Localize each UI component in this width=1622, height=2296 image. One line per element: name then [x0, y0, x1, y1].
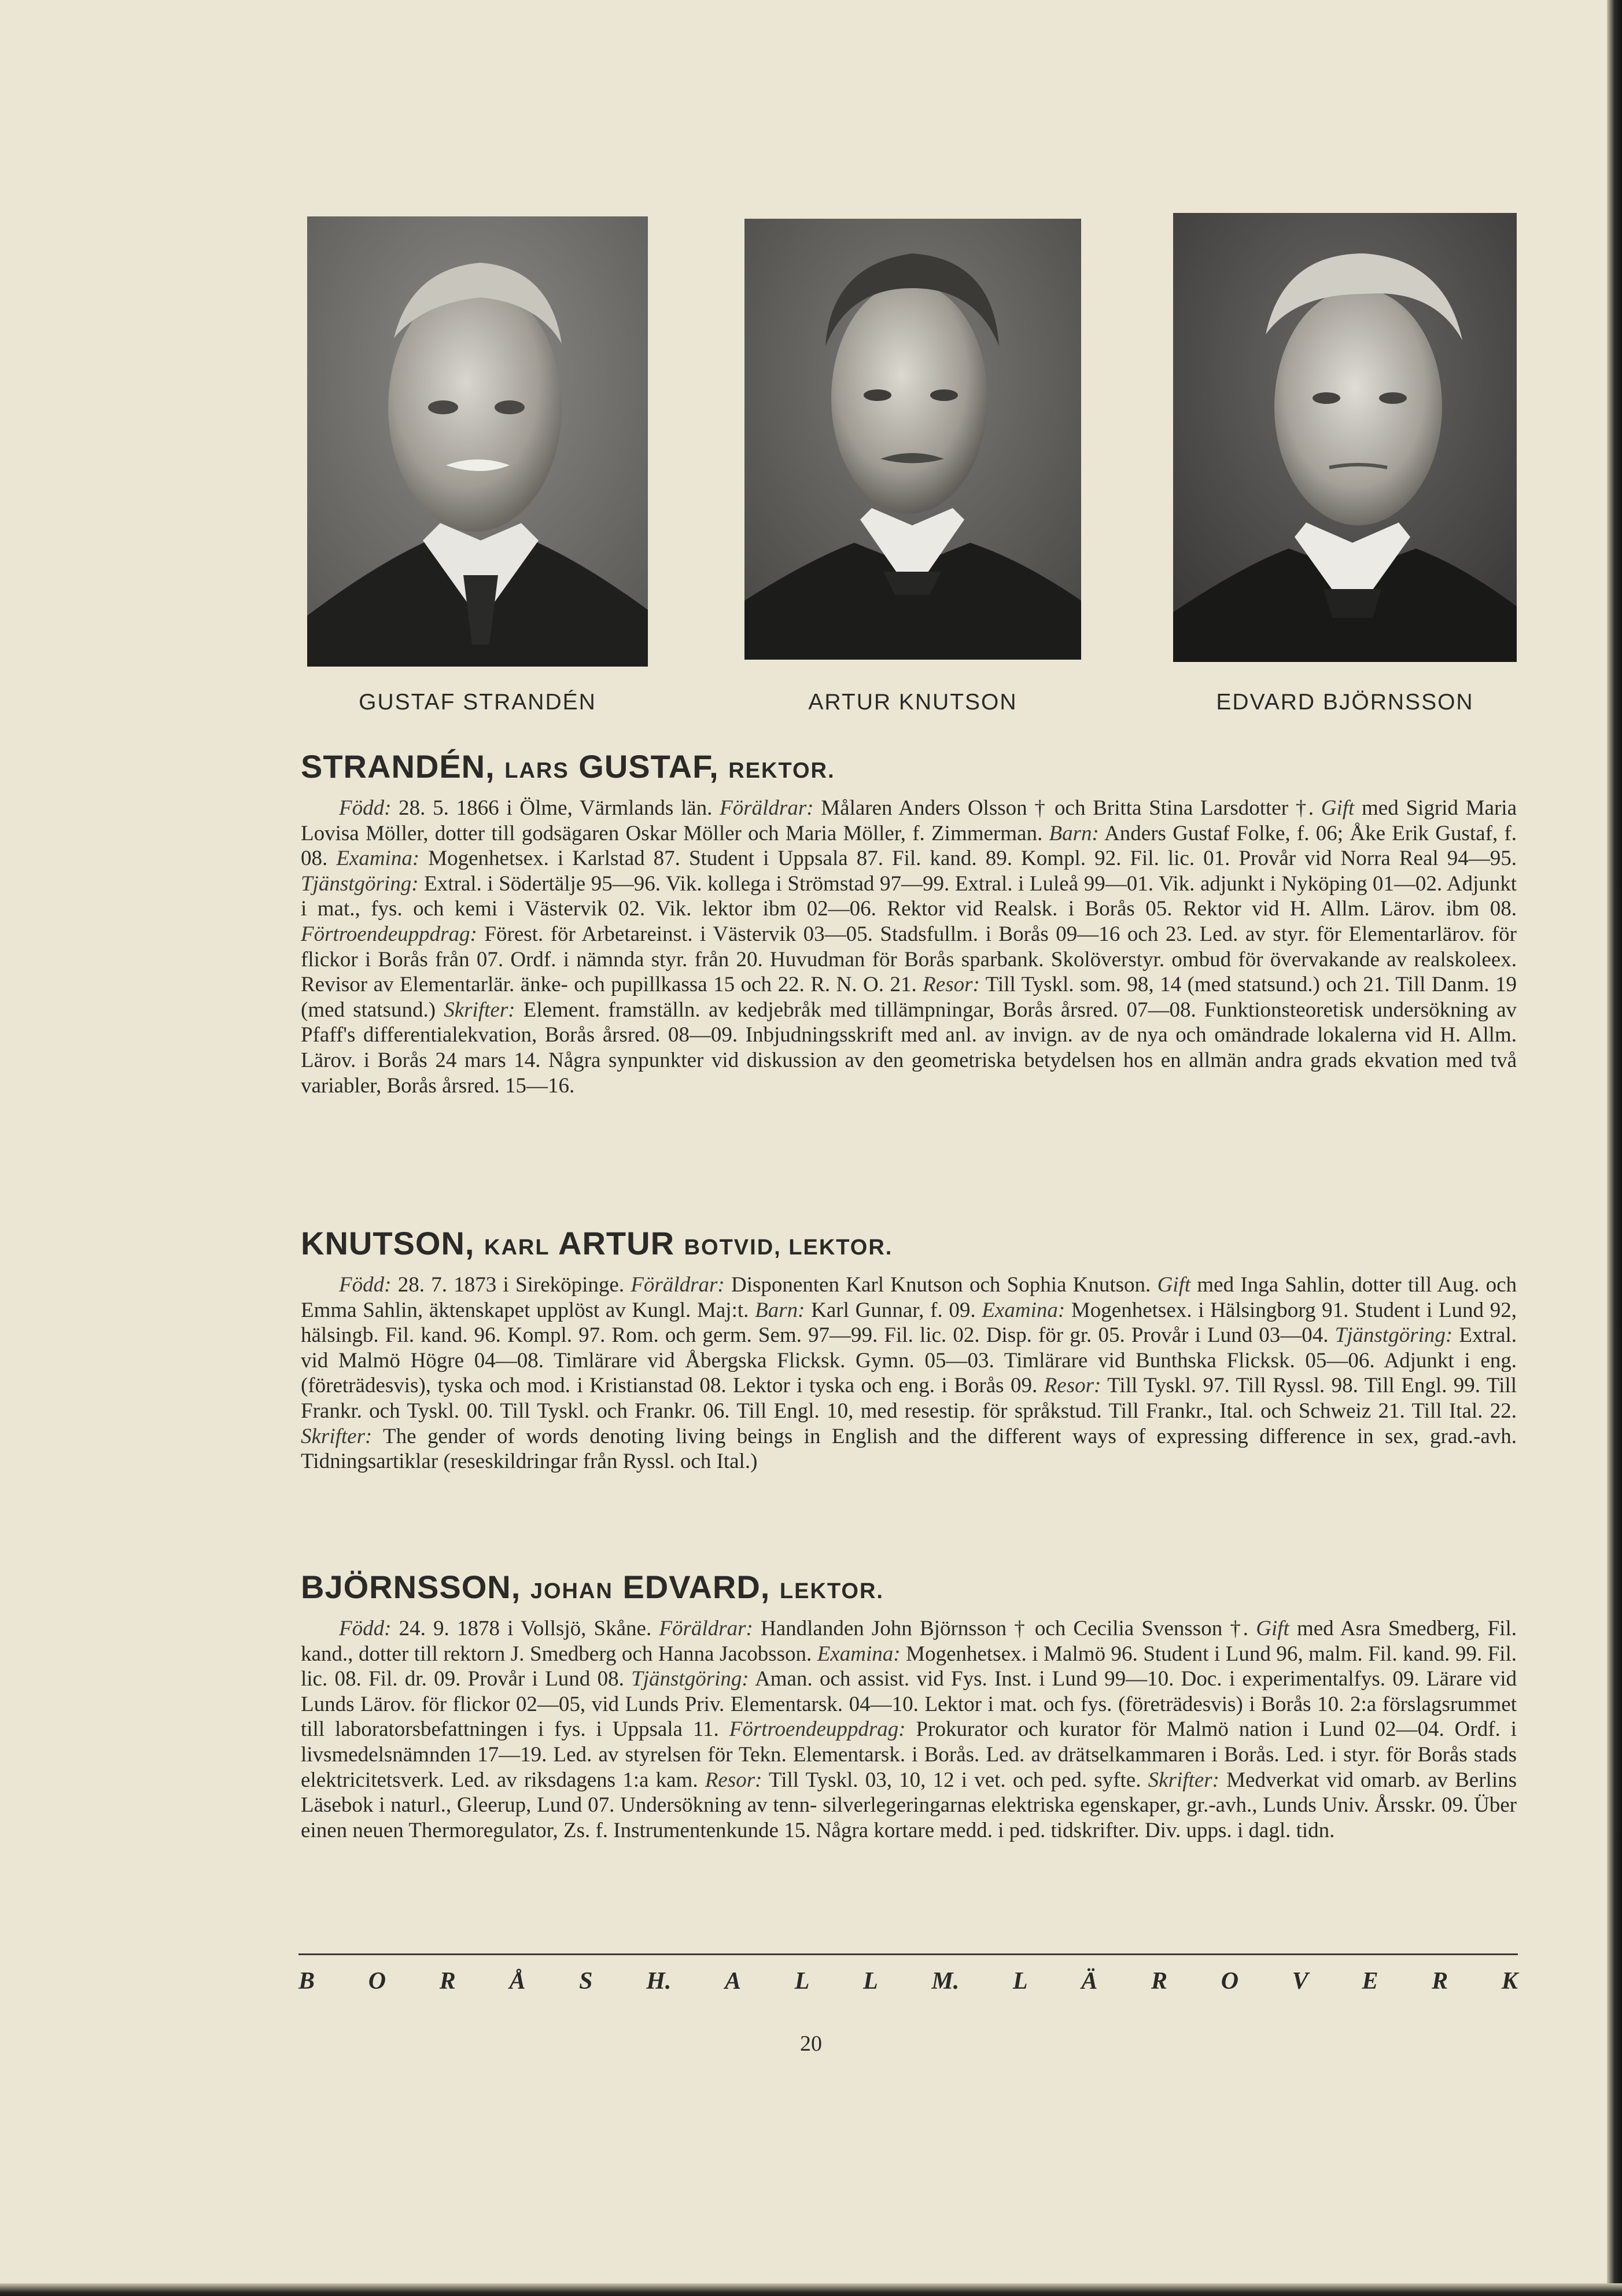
field-text: Förest. för Arbetareinst. i Västervik 03—05. Stadsfullm. i Borås 09—16 och 23. Led. av styr. för Elementarlärov. för flickor i Borås från 07. Ordf. i nämnda styr. från 20. Huvudman för Borås sparbank. Skolöverstyr. ombud för övervakande av realskoleex. Revisor av Elementarlär. änke- och pupillkassa 15 och 22. R. N. O. 21. [301, 922, 1517, 997]
given-name: ARTUR [558, 1225, 675, 1261]
field-text: Målaren Anders Olsson † och Britta Stina Larsdotter †. [813, 796, 1321, 820]
field-text: 24. 9. 1878 i Vollsjö, Skåne. [391, 1617, 659, 1640]
footer-letter: Ä [1081, 1968, 1098, 1995]
given-name: JOHAN [530, 1579, 613, 1603]
field-text: 28. 5. 1866 i Ölme, Värmlands län. [391, 796, 720, 820]
field-label: Född: [339, 1617, 392, 1640]
portrait-gustaf-stranden [307, 216, 648, 667]
given-name: LARS [504, 759, 569, 783]
field-label: Resor: [923, 973, 980, 997]
field-label: Gift [1321, 796, 1355, 820]
field-text: Prokurator och kurator för Malmö nation i Lund 02—04. Ordf. i livsmedelsnämnden 17—19. Led. av styrelsen för Tekn. Elementarsk. i Borås. Led. av drätselkammaren i Borås. Led. i styr. för Borås stads elektricitetsverk. Led. av riksdagens 1:a kam. [301, 1717, 1517, 1792]
portrait-edvard-bjornsson [1173, 213, 1517, 662]
field-label: Tjänstgöring: [301, 871, 419, 896]
field-label: Examina: [336, 847, 420, 871]
portrait-artur-knutson [744, 219, 1081, 660]
given-name: GUSTAF, [578, 748, 719, 785]
field-text: Extral. i Södertälje 95—96. Vik. kollega i Strömstad 97—99. Extral. i Luleå 99—01. Vik. adjunkt i Nyköping 01—02. Adjunkt i mat., fys. och kemi i Västervik 02. Vik. lektor ibm 02—06. Rektor vid Realsk. i Borås 05. Rektor vid H. Allm. Lärov. ibm 08. [301, 871, 1517, 921]
title: LEKTOR. [779, 1579, 884, 1603]
field-text: med Sigrid Maria Lovisa Möller, dotter till godsägaren Oskar Möller och Maria Möller, f. Zimmerman. [301, 796, 1517, 845]
footer-letter: L [863, 1968, 878, 1995]
portrait-caption: EDVARD BJÖRNSSON [1216, 690, 1474, 715]
field-text: med Asra Smedberg, Fil. kand., dotter till rektorn J. Smedberg och Hanna Jacobsson. [301, 1617, 1517, 1666]
field-label: Född: [339, 1273, 392, 1297]
field-label: Skrifter: [301, 1424, 373, 1448]
footer-letter: L [794, 1968, 810, 1995]
field-text: The gender of words denoting living beings in English and the different ways of expressing difference in sex, grad.-avh. Tidningsartiklar (reseskildringar från Ryssl. och Ital.) [301, 1424, 1517, 1474]
field-text: Handlanden John Björnsson † och Cecilia Svensson †. [753, 1617, 1256, 1640]
page-number: 20 [800, 2032, 822, 2056]
footer-letter: R [1151, 1968, 1168, 1995]
field-text: Mogenhetsex. i Malmö 96. Student i Lund 96, malm. Fil. kand. 99. Fil. lic. 08. Fil. dr. 09. Provår i Lund 08. [301, 1642, 1517, 1691]
field-text: Extral. vid Malmö Högre 04—08. Timlärare vid Åbergska Flicksk. Gymn. 05—03. Timlärare vid Bunthska Flicksk. 05—06. Adjunkt i eng. (företrädesvis), tyska och mod. i Kristianstad 08. Lektor i tyska och eng. i Borås 09. [301, 1323, 1517, 1398]
field-text: Element. framställn. av kedjebråk med tillämpningar, Borås årsred. 07—08. Funktionsteoretisk undersökning av Pfaff's differentialekvation, Borås årsred. 08—09. Inbjudningsskrift med anl. av invign. av de nya och omändrade lokalerna vid H. Allm. Lärov. i Borås 24 mars 14. Några synpunkter vid diskussion av den geometriska betydelsen hos en allmän andra grads ekvation med två variabler, Borås årsred. 15—16. [301, 998, 1517, 1098]
footer-letter: R [439, 1968, 456, 1995]
footer-letter: Å [509, 1968, 526, 1995]
footer-letter: R [1432, 1968, 1448, 1995]
biography-text [301, 796, 1517, 1098]
biography-text [301, 1272, 1517, 1474]
field-label: Examina: [817, 1642, 901, 1666]
footer-letter: B [298, 1968, 315, 1995]
field-label: Skrifter: [1148, 1768, 1219, 1792]
field-text: 28. 7. 1873 i Sireköpinge. [391, 1273, 631, 1297]
field-text: Aman. och assist. vid Fys. Inst. i Lund 99—10. Doc. i experimentalfys. 09. Lärare vid Lunds Lärov. för flickor 02—05, vid Lunds Priv. Elementarsk. 04—10. Lektor i mat. och fys. (företrädesvis) i Borås 10. 2:a förslagsrummet till laboratorsbefattningen i fys. i Uppsala 11. [301, 1667, 1517, 1742]
field-label: Gift [1157, 1273, 1191, 1297]
given-name: KARL [484, 1235, 550, 1260]
biography-heading [301, 1223, 1517, 1268]
field-label: Resor: [705, 1768, 762, 1792]
field-label: Föräldrar: [631, 1273, 725, 1297]
field-label: Tjänstgöring: [631, 1667, 749, 1691]
biography-entry [301, 1223, 1517, 1474]
footer-letter: L [1012, 1968, 1028, 1995]
page-edge-shadow [1607, 0, 1622, 2296]
field-label: Skrifter: [444, 998, 515, 1022]
field-label: Barn: [1049, 821, 1099, 845]
title: REKTOR. [728, 759, 835, 783]
footer-letter: M. [931, 1968, 960, 1995]
field-text: Till Tyskl. 03, 10, 12 i vet. och ped. syfte. [762, 1768, 1148, 1792]
biography-heading [301, 1567, 1517, 1611]
biography-entry [301, 746, 1517, 1098]
footer-letter: V [1292, 1968, 1308, 1995]
page-edge-shadow [0, 2283, 1622, 2296]
field-text: Medverkat vid omarb. av Berlins Läsebok i naturl., Gleerup, Lund 07. Undersökning av tenn- silverlegeringarnas elektriska egenskaper, gr.-avh., Lunds Univ. Årsskr. 09. Über einen neuen Thermoregulator, Zs. f. Instrumentenkunde 15. Några kortare medd. i ped. tidskrifter. Div. upps. i dagl. tidn. [301, 1768, 1517, 1842]
footer-letter: H. [646, 1968, 672, 1995]
field-label: Barn: [755, 1298, 805, 1322]
field-label: Född: [339, 796, 392, 820]
footer-letter: K [1501, 1968, 1518, 1995]
portrait-caption: GUSTAF STRANDÉN [359, 690, 596, 715]
running-footer [298, 1967, 1518, 1995]
portrait-caption: ARTUR KNUTSON [808, 690, 1018, 715]
field-label: Förtroendeuppdrag: [729, 1717, 906, 1742]
field-text: Mogenhetsex. i Hälsingborg 91. Student i Lund 92, hälsingb. Fil. kand. 96. Kompl. 97. Rom. och germ. Sem. 97—99. Fil. lic. 02. Disp. för gr. 05. Provår i Lund 03—04. [301, 1298, 1517, 1348]
field-label: Gift [1256, 1617, 1289, 1640]
surname: BJÖRNSSON, [301, 1569, 521, 1605]
footer-letter: S [579, 1968, 593, 1995]
field-label: Förtroendeuppdrag: [301, 922, 477, 946]
field-label: Resor: [1044, 1374, 1101, 1398]
field-text: Karl Gunnar, f. 09. [805, 1298, 982, 1322]
portrait-photo [744, 219, 1081, 660]
field-text: med Inga Sahlin, dotter till Aug. och Emma Sahlin, äktenskapet upplöst av Kungl. Maj:t. [301, 1273, 1517, 1322]
footer-letter: O [368, 1968, 386, 1995]
field-text: Anders Gustaf Folke, f. 06; Åke Erik Gustaf, f. 08. [301, 821, 1517, 871]
field-label: Tjänstgöring: [1335, 1323, 1453, 1348]
given-name: EDVARD, [622, 1569, 771, 1605]
footer-rule [298, 1953, 1518, 1955]
field-text: Disponenten Karl Knutson och Sophia Knutson. [724, 1273, 1157, 1297]
footer-letter: A [725, 1968, 742, 1995]
field-text: Mogenhetsex. i Karlstad 87. Student i Uppsala 87. Fil. kand. 89. Kompl. 92. Fil. lic. 01. Provår vid Norra Real 94—95. [419, 847, 1517, 871]
biography-entry [301, 1567, 1517, 1843]
field-label: Föräldrar: [720, 796, 814, 820]
field-text: Till Tyskl. som. 98, 14 (med statsund.) och 21. Till Danm. 19 (med statsund.) [301, 973, 1517, 1022]
field-label: Föräldrar: [659, 1617, 753, 1640]
title: BOTVID, LEKTOR. [684, 1235, 893, 1260]
footer-letter: O [1221, 1968, 1239, 1995]
surname: KNUTSON, [301, 1225, 475, 1261]
portrait-photo [1173, 213, 1517, 662]
field-text: Till Tyskl. 97. Till Ryssl. 98. Till Engl. 99. Till Frankr. och Tyskl. 00. Till Tyskl. och Frankr. 06. Till Engl. 10, med resestip. för språkstud. Till Frankr., Ital. och Schweiz 21. Till Ital. 22. [301, 1374, 1517, 1423]
field-label: Examina: [982, 1298, 1066, 1322]
biography-text [301, 1616, 1517, 1843]
footer-letter: E [1362, 1968, 1378, 1995]
surname: STRANDÉN, [301, 748, 495, 785]
biography-heading [301, 746, 1517, 791]
portrait-photo [307, 216, 648, 667]
